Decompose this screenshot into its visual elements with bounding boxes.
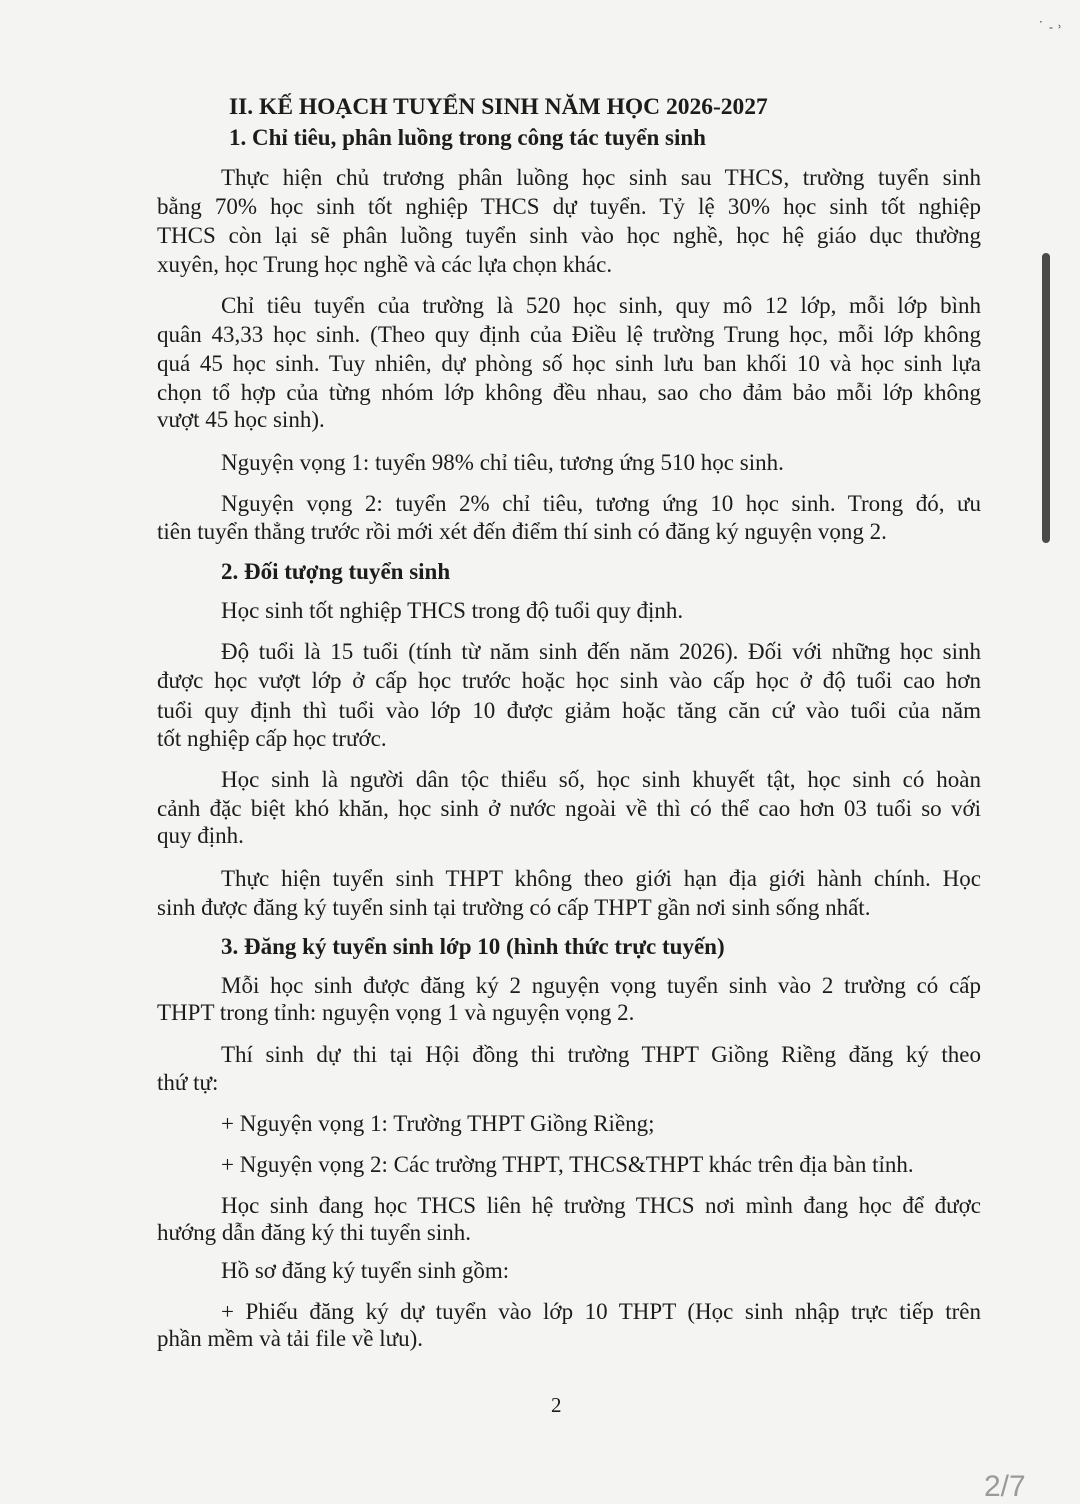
section-1-p1-line2: bằng 70% học sinh tốt nghiệp THCS dự tuyển. Tỷ lệ 30% học sinh tốt nghiệp <box>157 194 981 219</box>
section-2-p2-line3: tuổi quy định thì tuổi vào lớp 10 được giảm hoặc tăng căn cứ vào tuổi của năm <box>157 698 981 723</box>
section-1-p2-line2: quân 43,33 học sinh. (Theo quy định của Điều lệ trường Trung học, mỗi lớp không <box>157 322 981 347</box>
section-1-title: 1. Chỉ tiêu, phân luồng trong công tác tuyển sinh <box>229 125 706 150</box>
section-3-p7-line1: + Phiếu đăng ký dự tuyển vào lớp 10 THPT (Học sinh nhập trực tiếp trên <box>221 1299 981 1324</box>
scan-corner-mark: ˙ ˗ ˒ <box>1037 20 1062 36</box>
section-3-p2-line1: Thí sinh dự thi tại Hội đồng thi trường THPT Giồng Riềng đăng ký theo <box>221 1042 981 1067</box>
section-3-p2-line2: thứ tự: <box>157 1070 219 1095</box>
section-1-p1-line1: Thực hiện chủ trương phân luồng học sinh sau THCS, trường tuyển sinh <box>221 165 981 190</box>
section-3-p5-line1: Học sinh đang học THCS liên hệ trường THCS nơi mình đang học để được <box>221 1193 981 1218</box>
section-3-p4: + Nguyện vọng 2: Các trường THPT, THCS&THPT khác trên địa bàn tỉnh. <box>221 1152 914 1177</box>
section-3-title: 3. Đăng ký tuyển sinh lớp 10 (hình thức trực tuyến) <box>221 934 725 959</box>
section-2-p2-line4: tốt nghiệp cấp học trước. <box>157 726 387 751</box>
section-1-p2-line4: chọn tổ hợp của từng nhóm lớp không đều nhau, sao cho đảm bảo mỗi lớp không <box>157 380 981 405</box>
section-2-p4-line2: sinh được đăng ký tuyển sinh tại trường có cấp THPT gần nơi sinh sống nhất. <box>157 895 871 920</box>
section-1-p3: Nguyện vọng 1: tuyển 98% chỉ tiêu, tương ứng 510 học sinh. <box>221 450 784 475</box>
scrollbar-thumb[interactable] <box>1042 253 1050 543</box>
section-3-p1-line1: Mỗi học sinh được đăng ký 2 nguyện vọng tuyển sinh vào 2 trường có cấp <box>221 973 981 998</box>
section-2-p1: Học sinh tốt nghiệp THCS trong độ tuổi quy định. <box>221 598 684 623</box>
section-1-p1-line4: xuyên, học Trung học nghề và các lựa chọn khác. <box>157 252 613 277</box>
section-3-p1-line2: THPT trong tỉnh: nguyện vọng 1 và nguyện vọng 2. <box>157 1000 635 1025</box>
section-1-p4-line2: tiên tuyển thẳng trước rồi mới xét đến điểm thí sinh có đăng ký nguyện vọng 2. <box>157 519 887 544</box>
section-3-p3: + Nguyện vọng 1: Trường THPT Giồng Riềng; <box>221 1111 655 1136</box>
page-indicator: 2/7 <box>984 1470 1026 1503</box>
section-2-p4-line1: Thực hiện tuyển sinh THPT không theo giới hạn địa giới hành chính. Học <box>221 866 981 891</box>
section-2-title: 2. Đối tượng tuyển sinh <box>221 559 451 584</box>
section-2-p3-line1: Học sinh là người dân tộc thiểu số, học sinh khuyết tật, học sinh có hoàn <box>221 767 981 792</box>
section-3-p7-line2: phần mềm và tải file về lưu). <box>157 1326 424 1351</box>
section-2-p2-line1: Độ tuổi là 15 tuổi (tính từ năm sinh đến năm 2026). Đối với những học sinh <box>221 639 981 664</box>
section-2-p2-line2: được học vượt lớp ở cấp học trước hoặc học sinh vào cấp học ở độ tuổi cao hơn <box>157 668 981 693</box>
section-1-p2-line5: vượt 45 học sinh). <box>157 407 325 432</box>
section-2-p3-line3: quy định. <box>157 823 244 848</box>
section-1-p2-line1: Chỉ tiêu tuyển của trường là 520 học sinh, quy mô 12 lớp, mỗi lớp bình <box>221 293 981 318</box>
page-number: 2 <box>551 1393 562 1417</box>
document-heading: II. KẾ HOẠCH TUYỂN SINH NĂM HỌC 2026-2027 <box>229 94 768 120</box>
section-3-p6: Hồ sơ đăng ký tuyển sinh gồm: <box>221 1258 510 1283</box>
section-1-p1-line3: THCS còn lại sẽ phân luồng tuyển sinh vào học nghề, học hệ giáo dục thường <box>157 223 981 248</box>
section-3-p5-line2: hướng dẫn đăng ký thi tuyển sinh. <box>157 1220 472 1245</box>
section-2-p3-line2: cảnh đặc biệt khó khăn, học sinh ở nước ngoài về thì có thể cao hơn 03 tuổi so với <box>157 796 981 821</box>
section-1-p4-line1: Nguyện vọng 2: tuyển 2% chỉ tiêu, tương ứng 10 học sinh. Trong đó, ưu <box>221 491 981 516</box>
section-1-p2-line3: quá 45 học sinh. Tuy nhiên, dự phòng số học sinh lưu ban khối 10 và học sinh lựa <box>157 351 981 376</box>
